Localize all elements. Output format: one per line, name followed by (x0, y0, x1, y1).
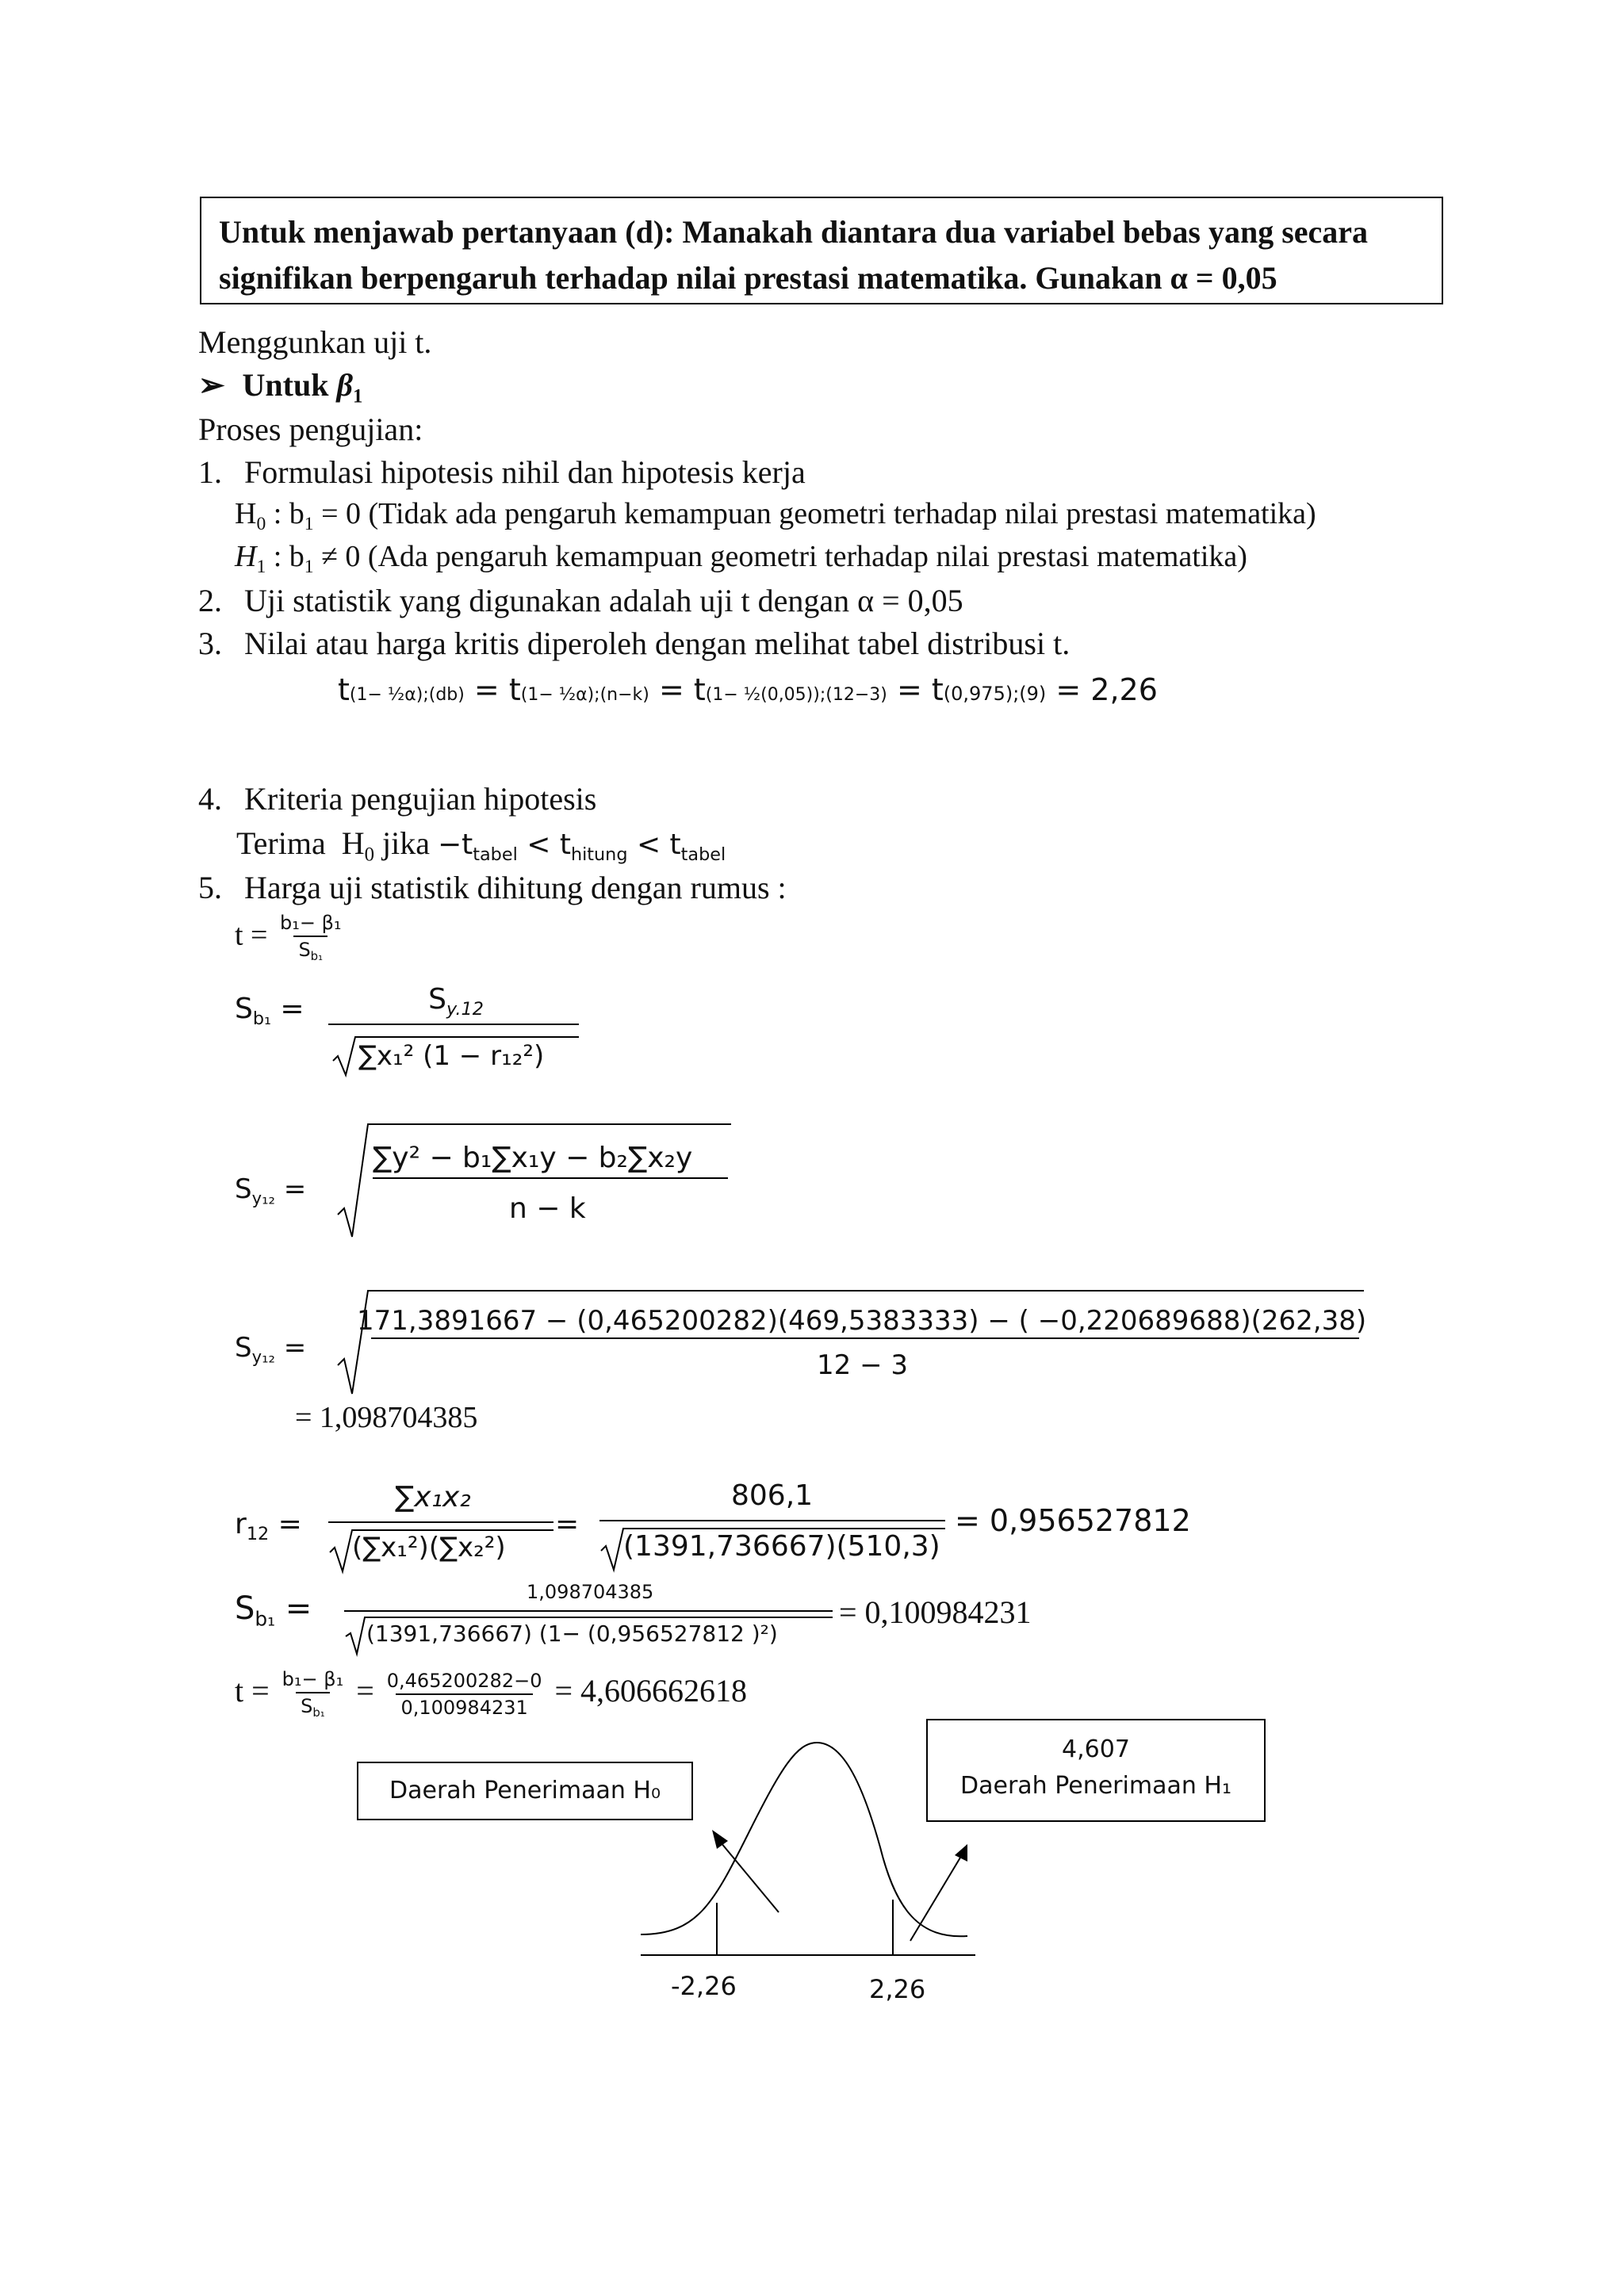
h0-b-subscript: 1 (304, 514, 314, 535)
t-denominator: S (298, 939, 311, 961)
sb1-num-sub: y.12 (446, 998, 484, 1020)
sb1-calc-num: 1,098704385 (527, 1581, 654, 1603)
terima-word: Terima (236, 825, 326, 861)
r12-result: = 0,956527812 (955, 1503, 1191, 1538)
tick-label-right: 2,26 (869, 1974, 926, 2004)
h1-symbol: H (235, 540, 257, 573)
step-number: 5. (198, 870, 222, 905)
step-number: 2. (198, 583, 222, 618)
step-text: Harga uji statistik dihitung dengan rumus : (244, 870, 787, 905)
process-title: Proses pengujian: (198, 411, 423, 447)
critical-value-formula: t(1− ½α);(db) = t(1− ½α);(n−k) = t(1− ½(0,05));(12−3) = t(0,975);(9) = 2,26 (338, 672, 1158, 707)
t-value-label: 4,607 (1062, 1735, 1130, 1763)
h1-subscript: 1 (256, 557, 266, 578)
h0-subscript: 0 (256, 514, 266, 535)
t-numerator: b₁− β₁ (280, 912, 342, 934)
sy12-numerator: ∑y² − b₁∑x₁y − b₂∑x₂y (373, 1142, 693, 1174)
h1-b: : b (266, 540, 304, 573)
sy12-denominator: n − k (509, 1192, 586, 1225)
question-line-1: Untuk menjawab pertanyaan (d): Manakah diantara dua variabel bebas yang secara (219, 214, 1369, 250)
step-number: 3. (198, 626, 222, 661)
tick-label-left: -2,26 (671, 1971, 737, 2001)
acceptance-criteria: Terima $H_0$ jika $-t_{tabel} < t_{hitung} < t_{tabel}$ (236, 825, 726, 866)
sy12-calc-denominator: 12 − 3 (817, 1349, 908, 1381)
label-box-h0: Daerah Penerimaan H₀ (357, 1762, 693, 1820)
t-calc-result: = 4,606662618 (554, 1672, 748, 1709)
sb1-formula: $S_{b_1}$ = (235, 993, 304, 1029)
h0-symbol: H (235, 497, 257, 530)
sy12-label: $S_{y_{12}}$ = (235, 1173, 307, 1208)
arrow-h0-head-icon (712, 1830, 728, 1849)
ttabel-sub-2: tabel (680, 844, 726, 865)
t-formula: t = $\frac{\text{b₁− β₁}}{S_{b_1}}$ (235, 912, 347, 963)
step-text: Nilai atau harga kritis diperoleh dengan melihat tabel distribusi t. (244, 626, 1071, 661)
sb1-denominator: ∑x₁² (1 − r₁₂²) (358, 1040, 545, 1072)
step-text: Kriteria pengujian hipotesis (244, 781, 597, 817)
bullet-label: Untuk (242, 367, 329, 403)
sb1-calc-den: (1391,736667) (1− (0,956527812 )²) (366, 1621, 778, 1647)
intro-text: Menggunkan uji t. (198, 324, 432, 360)
step-number: 1. (198, 454, 222, 490)
arrow-h1-icon (910, 1854, 963, 1941)
h1-b-subscript: 1 (304, 557, 314, 578)
step-text: Uji statistik yang digunakan adalah uji t dengan α = 0,05 (244, 583, 963, 618)
critical-sub-2: (1− ½α);(n−k) (520, 685, 649, 705)
r12-den-1: (∑x₁²)(∑x₂²) (352, 1532, 506, 1563)
r12-equals: = (555, 1508, 580, 1540)
sy12-result: = 1,098704385 (295, 1401, 478, 1434)
r12-num-1: ∑x₁x₂ (395, 1481, 471, 1513)
critical-result: = 2,26 (1055, 672, 1158, 707)
arrow-h1-head-icon (955, 1844, 967, 1862)
t-calc-denominator: 0,100984231 (396, 1693, 532, 1719)
critical-sub-3: (1− ½(0,05));(12−3) (705, 685, 887, 705)
r12-label: $r_{12}$ = (235, 1508, 302, 1544)
r12-num-2: 806,1 (731, 1479, 814, 1512)
ttabel-sub: tabel (473, 844, 518, 865)
t-calc: t = $\frac{\text{b₁− β₁}}{S_{b_1}}$ = $\frac{0,465200282-0}{0,100984231}$ = 4,606662618 (235, 1668, 748, 1720)
thitung-sub: hitung (570, 844, 628, 865)
t-calc-num-formula: b₁− β₁ (282, 1668, 344, 1690)
sb1-calc-result: = 0,100984231 (839, 1594, 1032, 1630)
sb1-num-s: S (428, 983, 446, 1016)
arrow-bullet-icon: ➢ (198, 367, 225, 403)
critical-sub-4: (0,975);(9) (943, 683, 1047, 705)
sy12-calc-label: $S_{y_{12}}$ = (235, 1332, 307, 1367)
jika-word: jika (382, 825, 430, 861)
label-box-h1 (926, 1719, 1266, 1822)
question-line-2: signifikan berpengaruh terhadap nilai prestasi matematika. Gunakan α = 0,05 (219, 260, 1277, 296)
h0-statement: = 0 (Tidak ada pengaruh kemampuan geometri terhadap nilai prestasi matematika) (313, 497, 1316, 530)
r12-den-2: (1391,736667)(510,3) (623, 1530, 940, 1563)
h1-region-label: Daerah Penerimaan H₁ (960, 1772, 1231, 1800)
critical-sub-1: (1− ½α);(db) (349, 685, 465, 705)
step-text: Formulasi hipotesis nihil dan hipotesis kerja (244, 454, 806, 490)
beta-symbol: β (336, 367, 353, 403)
step-number: 4. (198, 781, 222, 817)
h0-b: : b (266, 497, 304, 530)
h1-statement: ≠ 0 (Ada pengaruh kemampuan geometri terhadap nilai prestasi matematika) (313, 540, 1247, 573)
sb1-calc-label: $S_{b_1}$ = (235, 1590, 312, 1631)
sy12-calc-numerator: 171,3891667 − (0,465200282)(469,5383333) − ( −0,220689688)(262,38) (357, 1305, 1367, 1337)
beta-subscript: 1 (352, 385, 363, 408)
t-calc-numerator: 0,465200282−0 (386, 1669, 542, 1692)
